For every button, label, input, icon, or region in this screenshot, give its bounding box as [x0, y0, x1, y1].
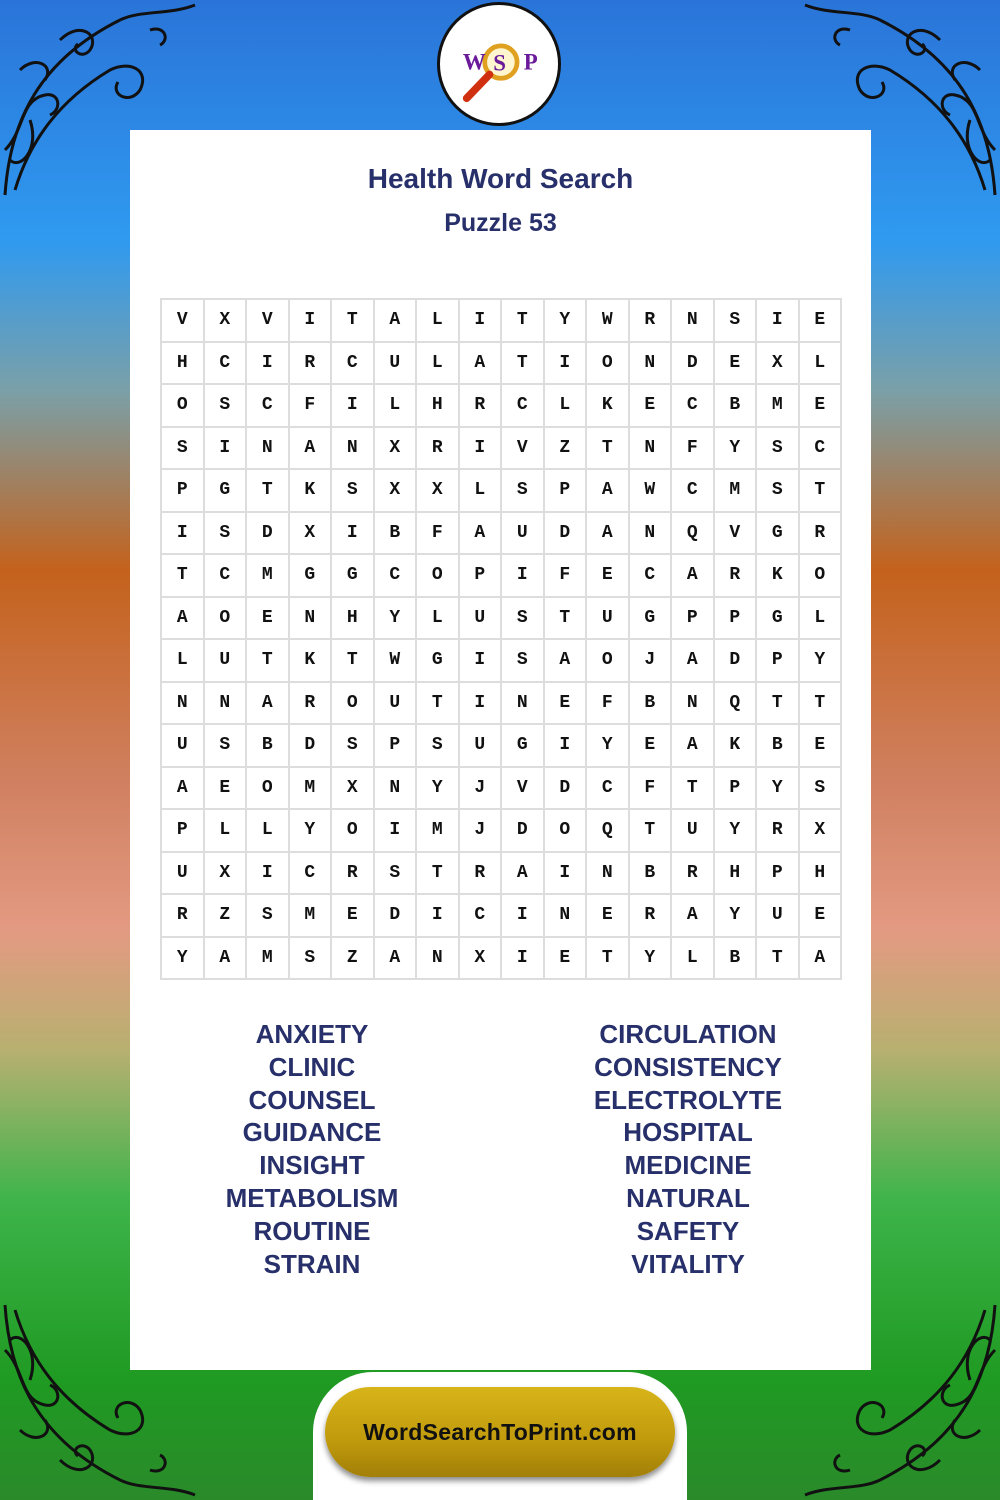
word-list-item: MEDICINE: [624, 1150, 752, 1181]
grid-cell[interactable]: U: [460, 598, 503, 641]
grid-cell[interactable]: T: [502, 300, 545, 343]
grid-cell[interactable]: N: [672, 683, 715, 726]
grid-cell[interactable]: V: [502, 428, 545, 471]
grid-cell[interactable]: X: [375, 428, 418, 471]
grid-cell[interactable]: T: [332, 640, 375, 683]
grid-cell[interactable]: S: [757, 470, 800, 513]
grid-cell[interactable]: N: [587, 853, 630, 896]
word-list-item: NATURAL: [626, 1182, 750, 1213]
grid-cell[interactable]: E: [800, 725, 843, 768]
grid-cell[interactable]: R: [630, 895, 673, 938]
grid-cell[interactable]: E: [545, 683, 588, 726]
word-list-item: HOSPITAL: [623, 1117, 753, 1148]
grid-cell[interactable]: S: [290, 938, 333, 981]
grid-cell[interactable]: E: [630, 725, 673, 768]
grid-cell[interactable]: I: [460, 300, 503, 343]
grid-cell[interactable]: G: [630, 598, 673, 641]
grid-cell[interactable]: T: [800, 470, 843, 513]
grid-cell[interactable]: T: [545, 598, 588, 641]
grid-cell[interactable]: E: [800, 895, 843, 938]
grid-cell[interactable]: B: [757, 725, 800, 768]
grid-cell[interactable]: U: [375, 343, 418, 386]
grid-cell[interactable]: P: [715, 768, 758, 811]
grid-cell[interactable]: X: [460, 938, 503, 981]
grid-cell[interactable]: K: [290, 640, 333, 683]
grid-cell[interactable]: A: [672, 555, 715, 598]
grid-cell[interactable]: U: [502, 513, 545, 556]
grid-cell[interactable]: L: [417, 300, 460, 343]
grid-cell[interactable]: G: [417, 640, 460, 683]
grid-cell[interactable]: F: [672, 428, 715, 471]
grid-cell[interactable]: Y: [375, 598, 418, 641]
word-list-item: SAFETY: [636, 1215, 740, 1246]
grid-cell[interactable]: O: [800, 555, 843, 598]
logo-letter-w: W: [462, 49, 486, 75]
grid-cell[interactable]: Z: [545, 428, 588, 471]
grid-cell[interactable]: N: [375, 768, 418, 811]
grid-cell[interactable]: A: [587, 470, 630, 513]
grid-cell[interactable]: I: [247, 343, 290, 386]
grid-cell[interactable]: A: [800, 938, 843, 981]
grid-cell[interactable]: C: [332, 343, 375, 386]
grid-cell[interactable]: C: [672, 470, 715, 513]
grid-cell[interactable]: M: [715, 470, 758, 513]
word-list-item: INSIGHT: [259, 1150, 365, 1181]
grid-cell[interactable]: V: [247, 300, 290, 343]
word-list-item: GUIDANCE: [242, 1117, 382, 1148]
grid-cell[interactable]: S: [205, 725, 248, 768]
grid-cell[interactable]: A: [672, 725, 715, 768]
grid-cell[interactable]: L: [800, 343, 843, 386]
grid-cell[interactable]: O: [332, 683, 375, 726]
grid-cell[interactable]: I: [162, 513, 205, 556]
grid-cell[interactable]: E: [630, 385, 673, 428]
grid-cell[interactable]: T: [417, 683, 460, 726]
grid-cell[interactable]: A: [290, 428, 333, 471]
grid-cell[interactable]: U: [757, 895, 800, 938]
grid-cell[interactable]: L: [545, 385, 588, 428]
grid-cell[interactable]: X: [417, 470, 460, 513]
grid-cell[interactable]: C: [502, 385, 545, 428]
grid-cell[interactable]: T: [630, 810, 673, 853]
grid-cell[interactable]: A: [460, 513, 503, 556]
grid-cell[interactable]: E: [800, 385, 843, 428]
footer-banner[interactable]: [325, 1387, 675, 1477]
grid-cell[interactable]: T: [162, 555, 205, 598]
grid-cell[interactable]: Z: [332, 938, 375, 981]
grid-cell[interactable]: B: [630, 683, 673, 726]
grid-cell[interactable]: C: [460, 895, 503, 938]
grid-cell[interactable]: C: [205, 555, 248, 598]
grid-cell[interactable]: E: [587, 555, 630, 598]
grid-cell[interactable]: L: [417, 343, 460, 386]
grid-cell[interactable]: U: [205, 640, 248, 683]
grid-cell[interactable]: T: [417, 853, 460, 896]
grid-cell[interactable]: Y: [800, 640, 843, 683]
grid-cell[interactable]: Y: [715, 810, 758, 853]
grid-cell[interactable]: T: [757, 938, 800, 981]
grid-cell[interactable]: I: [545, 343, 588, 386]
grid-cell[interactable]: C: [375, 555, 418, 598]
grid-cell[interactable]: T: [502, 343, 545, 386]
grid-cell[interactable]: I: [247, 853, 290, 896]
grid-cell[interactable]: N: [332, 428, 375, 471]
grid-cell[interactable]: R: [800, 513, 843, 556]
grid-cell[interactable]: O: [247, 768, 290, 811]
grid-cell[interactable]: N: [247, 428, 290, 471]
grid-cell[interactable]: X: [290, 513, 333, 556]
grid-cell[interactable]: E: [545, 938, 588, 981]
grid-cell[interactable]: N: [417, 938, 460, 981]
grid-cell[interactable]: A: [162, 598, 205, 641]
grid-cell[interactable]: A: [587, 513, 630, 556]
grid-cell[interactable]: W: [630, 470, 673, 513]
grid-cell[interactable]: E: [247, 598, 290, 641]
grid-cell[interactable]: C: [290, 853, 333, 896]
grid-cell[interactable]: O: [162, 385, 205, 428]
grid-cell[interactable]: Y: [545, 300, 588, 343]
grid-cell[interactable]: I: [502, 895, 545, 938]
grid-cell[interactable]: M: [757, 385, 800, 428]
grid-cell[interactable]: F: [290, 385, 333, 428]
grid-cell[interactable]: A: [460, 343, 503, 386]
grid-cell[interactable]: R: [332, 853, 375, 896]
grid-cell[interactable]: U: [672, 810, 715, 853]
grid-cell[interactable]: X: [800, 810, 843, 853]
grid-cell[interactable]: B: [375, 513, 418, 556]
grid-cell[interactable]: K: [290, 470, 333, 513]
grid-cell[interactable]: T: [332, 300, 375, 343]
grid-cell[interactable]: M: [247, 938, 290, 981]
grid-cell[interactable]: C: [247, 385, 290, 428]
grid-cell[interactable]: U: [460, 725, 503, 768]
grid-cell[interactable]: W: [587, 300, 630, 343]
grid-cell[interactable]: J: [460, 768, 503, 811]
grid-cell[interactable]: D: [715, 640, 758, 683]
grid-cell[interactable]: S: [162, 428, 205, 471]
grid-cell[interactable]: I: [460, 428, 503, 471]
word-list-item: CIRCULATION: [599, 1019, 777, 1049]
grid-cell[interactable]: G: [757, 598, 800, 641]
grid-cell[interactable]: L: [375, 385, 418, 428]
grid-cell[interactable]: P: [460, 555, 503, 598]
grid-cell[interactable]: P: [545, 470, 588, 513]
grid-cell[interactable]: S: [502, 640, 545, 683]
grid-cell[interactable]: S: [247, 895, 290, 938]
letter-grid: [160, 298, 842, 980]
site-logo[interactable]: [437, 2, 561, 126]
grid-cell[interactable]: H: [332, 598, 375, 641]
page-title: Health Word Search: [367, 163, 634, 194]
grid-cell[interactable]: E: [205, 768, 248, 811]
grid-cell[interactable]: R: [290, 343, 333, 386]
grid-cell[interactable]: K: [715, 725, 758, 768]
grid-cell[interactable]: I: [502, 938, 545, 981]
grid-cell[interactable]: V: [162, 300, 205, 343]
grid-cell[interactable]: V: [502, 768, 545, 811]
grid-cell[interactable]: O: [545, 810, 588, 853]
grid-cell[interactable]: I: [332, 513, 375, 556]
grid-cell[interactable]: T: [587, 428, 630, 471]
grid-cell[interactable]: V: [715, 513, 758, 556]
grid-cell[interactable]: P: [162, 470, 205, 513]
grid-cell[interactable]: D: [247, 513, 290, 556]
grid-cell[interactable]: X: [205, 300, 248, 343]
word-list-item: ANXIETY: [255, 1019, 369, 1049]
grid-cell[interactable]: F: [545, 555, 588, 598]
grid-cell[interactable]: S: [205, 385, 248, 428]
grid-cell[interactable]: I: [460, 683, 503, 726]
grid-cell[interactable]: R: [460, 853, 503, 896]
grid-cell[interactable]: X: [205, 853, 248, 896]
grid-cell[interactable]: G: [332, 555, 375, 598]
word-list-right: [558, 1018, 818, 1280]
word-list-item: ROUTINE: [253, 1215, 371, 1246]
grid-cell[interactable]: T: [587, 938, 630, 981]
grid-cell[interactable]: A: [375, 300, 418, 343]
grid-cell[interactable]: M: [247, 555, 290, 598]
grid-cell[interactable]: P: [715, 598, 758, 641]
grid-cell[interactable]: L: [205, 810, 248, 853]
grid-cell[interactable]: S: [332, 725, 375, 768]
grid-cell[interactable]: S: [205, 513, 248, 556]
grid-cell[interactable]: C: [672, 385, 715, 428]
grid-cell[interactable]: E: [800, 300, 843, 343]
grid-cell[interactable]: T: [247, 470, 290, 513]
grid-cell[interactable]: T: [800, 683, 843, 726]
grid-cell[interactable]: N: [630, 428, 673, 471]
grid-cell[interactable]: H: [715, 853, 758, 896]
grid-cell[interactable]: Y: [417, 768, 460, 811]
grid-cell[interactable]: N: [630, 343, 673, 386]
grid-cell[interactable]: A: [502, 853, 545, 896]
grid-cell[interactable]: U: [162, 725, 205, 768]
grid-cell[interactable]: F: [630, 768, 673, 811]
grid-cell[interactable]: N: [290, 598, 333, 641]
grid-cell[interactable]: M: [290, 895, 333, 938]
grid-cell[interactable]: U: [587, 598, 630, 641]
grid-cell[interactable]: Z: [205, 895, 248, 938]
grid-cell[interactable]: G: [757, 513, 800, 556]
grid-cell[interactable]: L: [460, 470, 503, 513]
grid-cell[interactable]: I: [545, 853, 588, 896]
logo-letter-p: P: [523, 49, 538, 75]
grid-cell[interactable]: A: [672, 895, 715, 938]
grid-cell[interactable]: I: [502, 555, 545, 598]
grid-cell[interactable]: L: [162, 640, 205, 683]
grid-cell[interactable]: Y: [162, 938, 205, 981]
site-link[interactable]: WordSearchToPrint.com: [363, 1418, 637, 1445]
grid-cell[interactable]: F: [417, 513, 460, 556]
grid-cell[interactable]: A: [545, 640, 588, 683]
word-list-item: METABOLISM: [225, 1182, 399, 1213]
grid-cell[interactable]: Y: [715, 895, 758, 938]
word-list-item: ELECTROLYTE: [593, 1084, 783, 1115]
grid-cell[interactable]: B: [630, 853, 673, 896]
grid-cell[interactable]: K: [757, 555, 800, 598]
grid-cell[interactable]: X: [375, 470, 418, 513]
grid-cell[interactable]: M: [290, 768, 333, 811]
grid-cell[interactable]: P: [162, 810, 205, 853]
grid-cell[interactable]: H: [162, 343, 205, 386]
grid-cell[interactable]: L: [417, 598, 460, 641]
grid-cell[interactable]: C: [800, 428, 843, 471]
grid-cell[interactable]: Y: [630, 938, 673, 981]
word-list-item: CLINIC: [268, 1051, 356, 1082]
grid-cell[interactable]: R: [630, 300, 673, 343]
grid-cell[interactable]: P: [757, 640, 800, 683]
grid-cell[interactable]: J: [630, 640, 673, 683]
grid-cell[interactable]: M: [417, 810, 460, 853]
grid-cell[interactable]: R: [757, 810, 800, 853]
grid-cell[interactable]: R: [460, 385, 503, 428]
grid-cell[interactable]: C: [587, 768, 630, 811]
grid-cell[interactable]: P: [757, 853, 800, 896]
grid-cell[interactable]: I: [290, 300, 333, 343]
word-list-left: [182, 1018, 442, 1280]
grid-cell[interactable]: C: [205, 343, 248, 386]
grid-cell[interactable]: B: [715, 938, 758, 981]
word-list-item: VITALITY: [631, 1248, 745, 1279]
grid-cell[interactable]: Q: [715, 683, 758, 726]
grid-cell[interactable]: I: [375, 810, 418, 853]
grid-cell[interactable]: R: [162, 895, 205, 938]
grid-cell[interactable]: N: [545, 895, 588, 938]
grid-cell[interactable]: S: [715, 300, 758, 343]
grid-cell[interactable]: C: [630, 555, 673, 598]
grid-cell[interactable]: B: [715, 385, 758, 428]
grid-cell[interactable]: N: [630, 513, 673, 556]
grid-cell[interactable]: W: [375, 640, 418, 683]
grid-cell[interactable]: Y: [587, 725, 630, 768]
word-list-item: CONSISTENCY: [594, 1051, 782, 1082]
grid-cell[interactable]: S: [332, 470, 375, 513]
grid-cell[interactable]: X: [757, 343, 800, 386]
grid-cell[interactable]: O: [332, 810, 375, 853]
grid-cell[interactable]: P: [672, 598, 715, 641]
grid-cell[interactable]: S: [757, 428, 800, 471]
grid-cell[interactable]: Y: [290, 810, 333, 853]
grid-cell[interactable]: E: [715, 343, 758, 386]
grid-cell[interactable]: B: [247, 725, 290, 768]
grid-cell[interactable]: N: [162, 683, 205, 726]
grid-cell[interactable]: A: [162, 768, 205, 811]
grid-cell[interactable]: S: [800, 768, 843, 811]
grid-cell[interactable]: N: [502, 683, 545, 726]
grid-cell[interactable]: K: [587, 385, 630, 428]
grid-cell[interactable]: L: [247, 810, 290, 853]
grid-cell[interactable]: D: [502, 810, 545, 853]
word-list-item: COUNSEL: [248, 1084, 376, 1115]
grid-cell[interactable]: S: [375, 853, 418, 896]
grid-cell[interactable]: R: [715, 555, 758, 598]
grid-cell[interactable]: T: [672, 768, 715, 811]
grid-cell[interactable]: H: [417, 385, 460, 428]
grid-cell[interactable]: D: [375, 895, 418, 938]
grid-cell[interactable]: I: [545, 725, 588, 768]
grid-cell[interactable]: A: [247, 683, 290, 726]
grid-cell[interactable]: H: [800, 853, 843, 896]
grid-cell[interactable]: O: [587, 343, 630, 386]
grid-cell[interactable]: Y: [757, 768, 800, 811]
grid-cell[interactable]: D: [545, 513, 588, 556]
grid-cell[interactable]: P: [375, 725, 418, 768]
grid-cell[interactable]: A: [672, 640, 715, 683]
grid-cell[interactable]: U: [162, 853, 205, 896]
grid-cell[interactable]: L: [800, 598, 843, 641]
grid-cell[interactable]: E: [587, 895, 630, 938]
puzzle-card: [130, 130, 871, 1370]
grid-cell[interactable]: I: [332, 385, 375, 428]
grid-cell[interactable]: Q: [587, 810, 630, 853]
grid-cell[interactable]: G: [290, 555, 333, 598]
grid-cell[interactable]: D: [290, 725, 333, 768]
grid-cell[interactable]: I: [757, 300, 800, 343]
grid-cell[interactable]: D: [672, 343, 715, 386]
grid-cell[interactable]: O: [205, 598, 248, 641]
word-list-item: STRAIN: [263, 1248, 361, 1279]
grid-cell[interactable]: G: [205, 470, 248, 513]
grid-cell[interactable]: Q: [672, 513, 715, 556]
grid-cell[interactable]: U: [375, 683, 418, 726]
grid-cell[interactable]: X: [332, 768, 375, 811]
grid-cell[interactable]: D: [545, 768, 588, 811]
grid-cell[interactable]: Y: [715, 428, 758, 471]
grid-cell[interactable]: T: [247, 640, 290, 683]
grid-cell[interactable]: G: [502, 725, 545, 768]
grid-cell[interactable]: R: [417, 428, 460, 471]
grid-cell[interactable]: I: [460, 640, 503, 683]
puzzle-number: Puzzle 53: [444, 209, 557, 237]
grid-cell[interactable]: N: [205, 683, 248, 726]
logo-letter-s: S: [493, 50, 506, 76]
grid-cell[interactable]: N: [672, 300, 715, 343]
grid-cell[interactable]: I: [205, 428, 248, 471]
grid-cell[interactable]: A: [205, 938, 248, 981]
grid-cell[interactable]: O: [587, 640, 630, 683]
grid-cell[interactable]: S: [417, 725, 460, 768]
grid-cell[interactable]: R: [290, 683, 333, 726]
grid-cell[interactable]: S: [502, 598, 545, 641]
grid-cell[interactable]: I: [417, 895, 460, 938]
grid-cell[interactable]: F: [587, 683, 630, 726]
grid-cell[interactable]: L: [672, 938, 715, 981]
grid-cell[interactable]: J: [460, 810, 503, 853]
grid-cell[interactable]: R: [672, 853, 715, 896]
grid-cell[interactable]: A: [375, 938, 418, 981]
grid-cell[interactable]: T: [757, 683, 800, 726]
grid-cell[interactable]: S: [502, 470, 545, 513]
grid-cell[interactable]: O: [417, 555, 460, 598]
grid-cell[interactable]: E: [332, 895, 375, 938]
